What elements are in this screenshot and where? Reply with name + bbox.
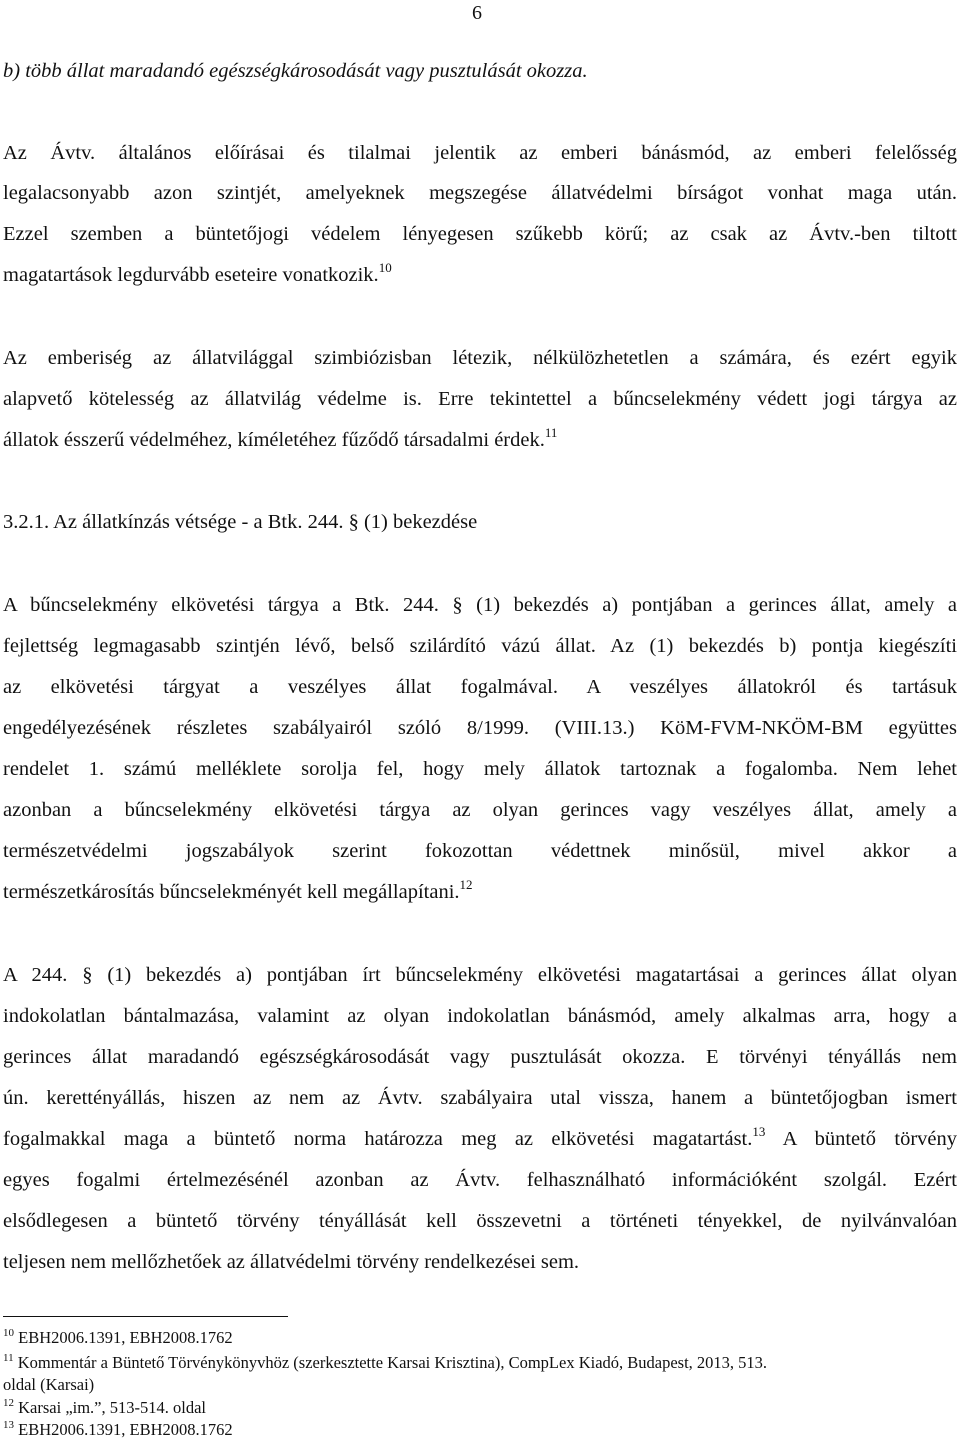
paragraph-line: alapvető kötelesség az állatvilág védelme is. Erre tekintettel a bűncselekmény védett jogi tárgya az xyxy=(3,388,957,410)
paragraph-line: egyes fogalmi értelmezésénél azonban az Ávtv. felhasználható információként szolgál. Ezért xyxy=(3,1169,957,1191)
footnote-number: 13 xyxy=(3,1419,14,1431)
paragraph-line: az elkövetési tárgyat a veszélyes állat fogalmával. A veszélyes állatokról és tartásuk xyxy=(3,676,957,698)
footnote-ref[interactable]: 13 xyxy=(752,1124,766,1139)
paragraph-line-text: fogalmakkal maga a büntető norma határozza meg az elkövetési magatartást. xyxy=(3,1128,753,1150)
footnote-text: EBH2006.1391, EBH2008.1762 xyxy=(18,1420,233,1439)
paragraph-line: természetvédelmi jogszabályok szerint fokozottan védettnek minősül, mivel akkor a xyxy=(3,840,957,862)
paragraph-line: teljesen nem mellőzhetőek az állatvédelmi törvény rendelkezései sem. xyxy=(3,1251,580,1273)
paragraph-line: ún. kerettényállás, hiszen az nem az Ávtv. szabályaira utal vissza, hanem a büntetőjogban ismert xyxy=(3,1087,957,1109)
footnote-text: Kommentár a Büntető Törvénykönyvhöz (szerkesztette Karsai Krisztina), CompLex Kiadó, Budapest, 2013, 513. xyxy=(17,1353,768,1372)
section-heading: 3.2.1. Az állatkínzás vétsége - a Btk. 244. § (1) bekezdése xyxy=(3,511,478,533)
footnote-continuation: oldal (Karsai) xyxy=(3,1375,95,1394)
paragraph-line-text: A büntető törvény xyxy=(782,1128,957,1150)
paragraph-line: A bűncselekmény elkövetési tárgya a Btk. 244. § (1) bekezdés a) pontjában a gerinces állat, amely a xyxy=(3,594,957,616)
footnote-text: Karsai „im.”, 513-514. oldal xyxy=(18,1398,206,1417)
paragraph-line: indokolatlan bántalmazása, valamint az olyan indokolatlan bánásmód, amely alkalmas arra, hogy a xyxy=(3,1005,957,1027)
paragraph-line-text: természetkárosítás bűncselekményét kell megállapítani. xyxy=(3,881,460,903)
paragraph-line: legalacsonyabb azon szintjét, amelyeknek megszegése állatvédelmi bírságot vonhat maga után. xyxy=(3,182,957,204)
paragraph-line xyxy=(3,262,957,288)
paragraph-line xyxy=(3,1126,957,1152)
paragraph-line: Ezzel szemben a büntetőjogi védelem lényegesen szűkebb körű; az csak az Ávtv.-ben tiltott xyxy=(3,223,957,245)
footnote xyxy=(3,1398,957,1418)
paragraph-line: fejlettség legmagasabb szintjén lévő, belső szilárdító vázú állat. Az (1) bekezdés b) pontja kiegészíti xyxy=(3,635,957,657)
paragraph-line: Az Ávtv. általános előírásai és tilalmai jelentik az emberi bánásmód, az emberi felelősség xyxy=(3,142,957,164)
footnote-ref[interactable]: 11 xyxy=(544,425,558,440)
paragraph-line-text: állatok ésszerű védelméhez, kíméletéhez fűződő társadalmi érdek. xyxy=(3,429,545,451)
footnote xyxy=(3,1420,957,1440)
footnote xyxy=(3,1328,957,1348)
footnote xyxy=(3,1353,957,1373)
paragraph-line xyxy=(3,879,957,905)
paragraph-line: elsődlegesen a büntető törvény tényállását kell összevetni a történeti tényekkel, de nyilvánvalóan xyxy=(3,1210,957,1232)
footnote-ref[interactable]: 10 xyxy=(378,260,392,275)
page-number: 6 xyxy=(472,2,482,24)
paragraph-line: rendelet 1. számú melléklete sorolja fel, hogy mely állatok tartoznak a fogalomba. Nem lehet xyxy=(3,758,957,780)
paragraph-line: Az emberiség az állatvilággal szimbiózisban létezik, nélkülözhetetlen a számára, és ezért egyik xyxy=(3,347,957,369)
paragraph-line: azonban a bűncselekmény elkövetési tárgya az olyan gerinces vagy veszélyes állat, amely a xyxy=(3,799,957,821)
paragraph-line xyxy=(3,58,957,84)
footnote-number: 10 xyxy=(3,1327,14,1339)
footnote-separator xyxy=(3,1316,288,1317)
paragraph-line xyxy=(3,427,957,453)
paragraph-line-text: b) több állat maradandó egészségkárosodását vagy pusztulását okozza. xyxy=(3,60,588,82)
footnote-ref[interactable]: 12 xyxy=(459,877,473,892)
footnote-text: EBH2006.1391, EBH2008.1762 xyxy=(18,1328,233,1347)
footnote-number: 12 xyxy=(3,1397,14,1409)
paragraph-line: A 244. § (1) bekezdés a) pontjában írt bűncselekmény elkövetési magatartásai a gerinces állat olyan xyxy=(3,964,957,986)
paragraph-line: engedélyezésének részletes szabályairól szóló 8/1999. (VIII.13.) KöM-FVM-NKÖM-BM együttes xyxy=(3,717,957,739)
paragraph-line-text: magatartások legdurvább eseteire vonatkozik. xyxy=(3,264,379,286)
paragraph-line: gerinces állat maradandó egészségkárosodását vagy pusztulását okozza. E törvényi tényállás nem xyxy=(3,1046,957,1068)
footnote-number: 11 xyxy=(3,1352,14,1364)
